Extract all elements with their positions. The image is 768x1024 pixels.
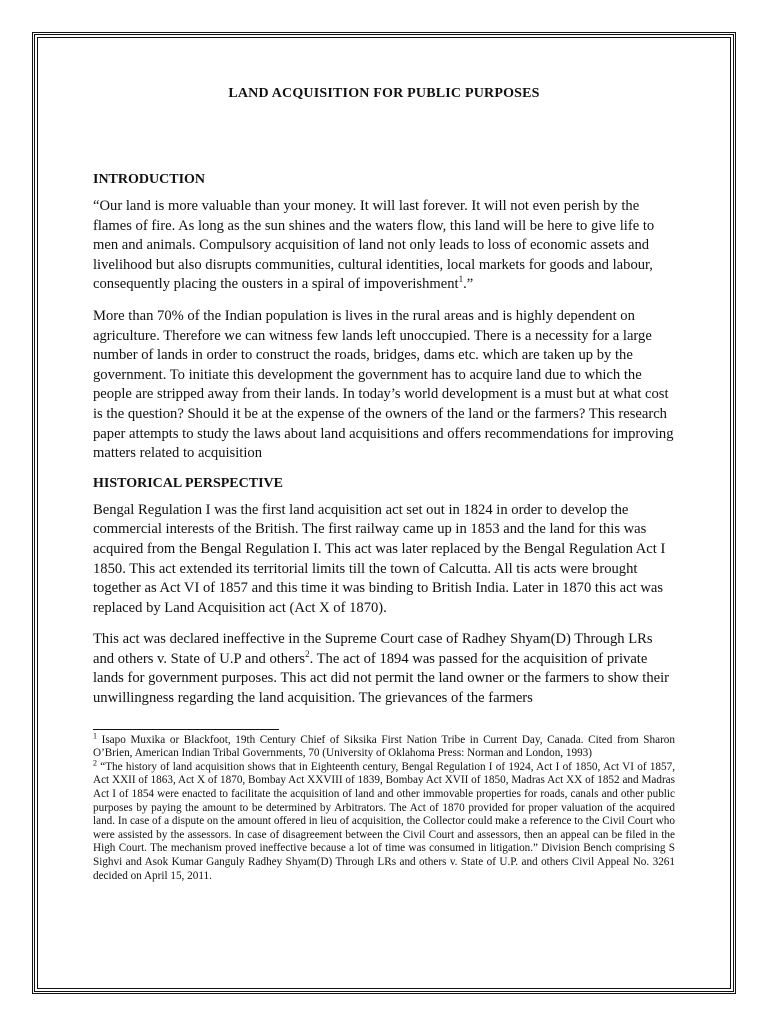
section-historical-perspective (93, 476, 675, 709)
footnote-divider (93, 729, 279, 730)
footnote-text: “The history of land acquisition shows that in Eighteenth century, Bengal Regulation I of 1924, Act I of 1850, Act VI of 1857, Act XXII of 1863, Act X of 1870, Bombay Act XXVIII of 1839, Bombay Act XVII of 1850, Madras Act XX of 1852 and Madras Act I of 1854 were enacted to facilitate the acquisition of land and other immovable properties for roads, canals and other public purposes by paying the amount to be determined by Arbitrators. The Act of 1870 provided for proper valuation of the acquired land. In case of a dispute on the amount offered in lieu of acquisition, the Collector could make a reference to the Civil Court who were assisted by the assessors. In case of disagreement between the Civil Court and assessors, then an appeal can be filed in the High Court. The mechanism proved ineffective because a lot of time was consumed in litigation.” Division Bench comprising S Sighvi and Asok Kumar Ganguly Radhey Shyam(D) Through LRs and others v. State of U.P. and others Civil Appeal No. 3261 decided on April 15, 2011. (93, 760, 675, 882)
footnotes (93, 730, 675, 884)
history-paragraph-bengal-regulation: Bengal Regulation I was the first land acquisition act set out in 1824 in order to develop the commercial interests of the British. The first railway came up in 1853 and the land for this was acquired from the Bengal Regulation I. This act was later replaced by the Bengal Regulation Act I 1850. This act extended its territorial limits till the town of Calcutta. All tis acts were brought together as Act VI of 1857 and this time it was binding to British India. Later in 1870 this act was replaced by Land Acquisition act (Act X of 1870). (93, 501, 666, 616)
footnote-mark: 2 (93, 758, 97, 768)
paragraph-tail: .” (463, 276, 474, 293)
footnote-mark: 1 (93, 730, 97, 740)
paragraph-text: “Our land is more valuable than your money. It will last forever. It will not even perish by the flames of fire. As long as the sun shines and the waters flow, this land will be here to give life to men and animals. Compulsory acquisition of land not only leads to loss of economic assets and livelihood but also disrupts communities, cultural identities, local markets for goods and labour, consequently placing the ousters in a spiral of impoverishment (93, 198, 655, 293)
footnote-text: Isapo Muxika or Blackfoot, 19th Century Chief of Siksika First Nation Tribe in Current Day, Canada. Cited from Sharon O’Brien, American Indian Tribal Governments, 70 (University of Oklahoma Press: Norman and London, 1993) (93, 733, 675, 760)
paragraph-text: This act was declared ineffective in the Supreme Court case of Radhey Shyam(D) Through LRs and others v. State of U.P and others (93, 631, 653, 667)
document-body (93, 86, 675, 883)
footnote-2 (93, 758, 675, 883)
footnote-reference-2[interactable]: 2 (305, 649, 310, 660)
history-paragraph-supreme-court (93, 630, 675, 708)
document-title: LAND ACQUISITION FOR PUBLIC PURPOSES (228, 86, 540, 101)
section-introduction (93, 172, 675, 464)
intro-paragraph-population: More than 70% of the Indian population is lives in the rural areas and is highly dependent on agriculture. Therefore we can witness few lands left unoccupied. There is a necessity for a large number of lands in order to construct the roads, bridges, dams etc. which are taken up by the government. To initiate this development the government has to acquire land due to which the people are stripped away from their lands. In today’s world development is a must but at what cost is the question? Should it be at the expense of the owners of the land or the farmers? This research paper attempts to study the laws about land acquisitions and offers recommendations for improving matters related to acquisition (93, 307, 674, 462)
intro-paragraph-quote (93, 197, 675, 295)
section-heading-introduction: INTRODUCTION (93, 172, 206, 187)
footnote-1 (93, 730, 675, 761)
paragraph-tail: . The act of 1894 was passed for the acquisition of private lands for government purposes. This act did not permit the land owner or the farmers to show their unwillingness regarding the land acquisition. The grievances of the farmers (93, 650, 670, 707)
footnote-reference-1[interactable]: 1 (458, 274, 464, 285)
section-heading-historical-perspective: HISTORICAL PERSPECTIVE (93, 475, 283, 491)
